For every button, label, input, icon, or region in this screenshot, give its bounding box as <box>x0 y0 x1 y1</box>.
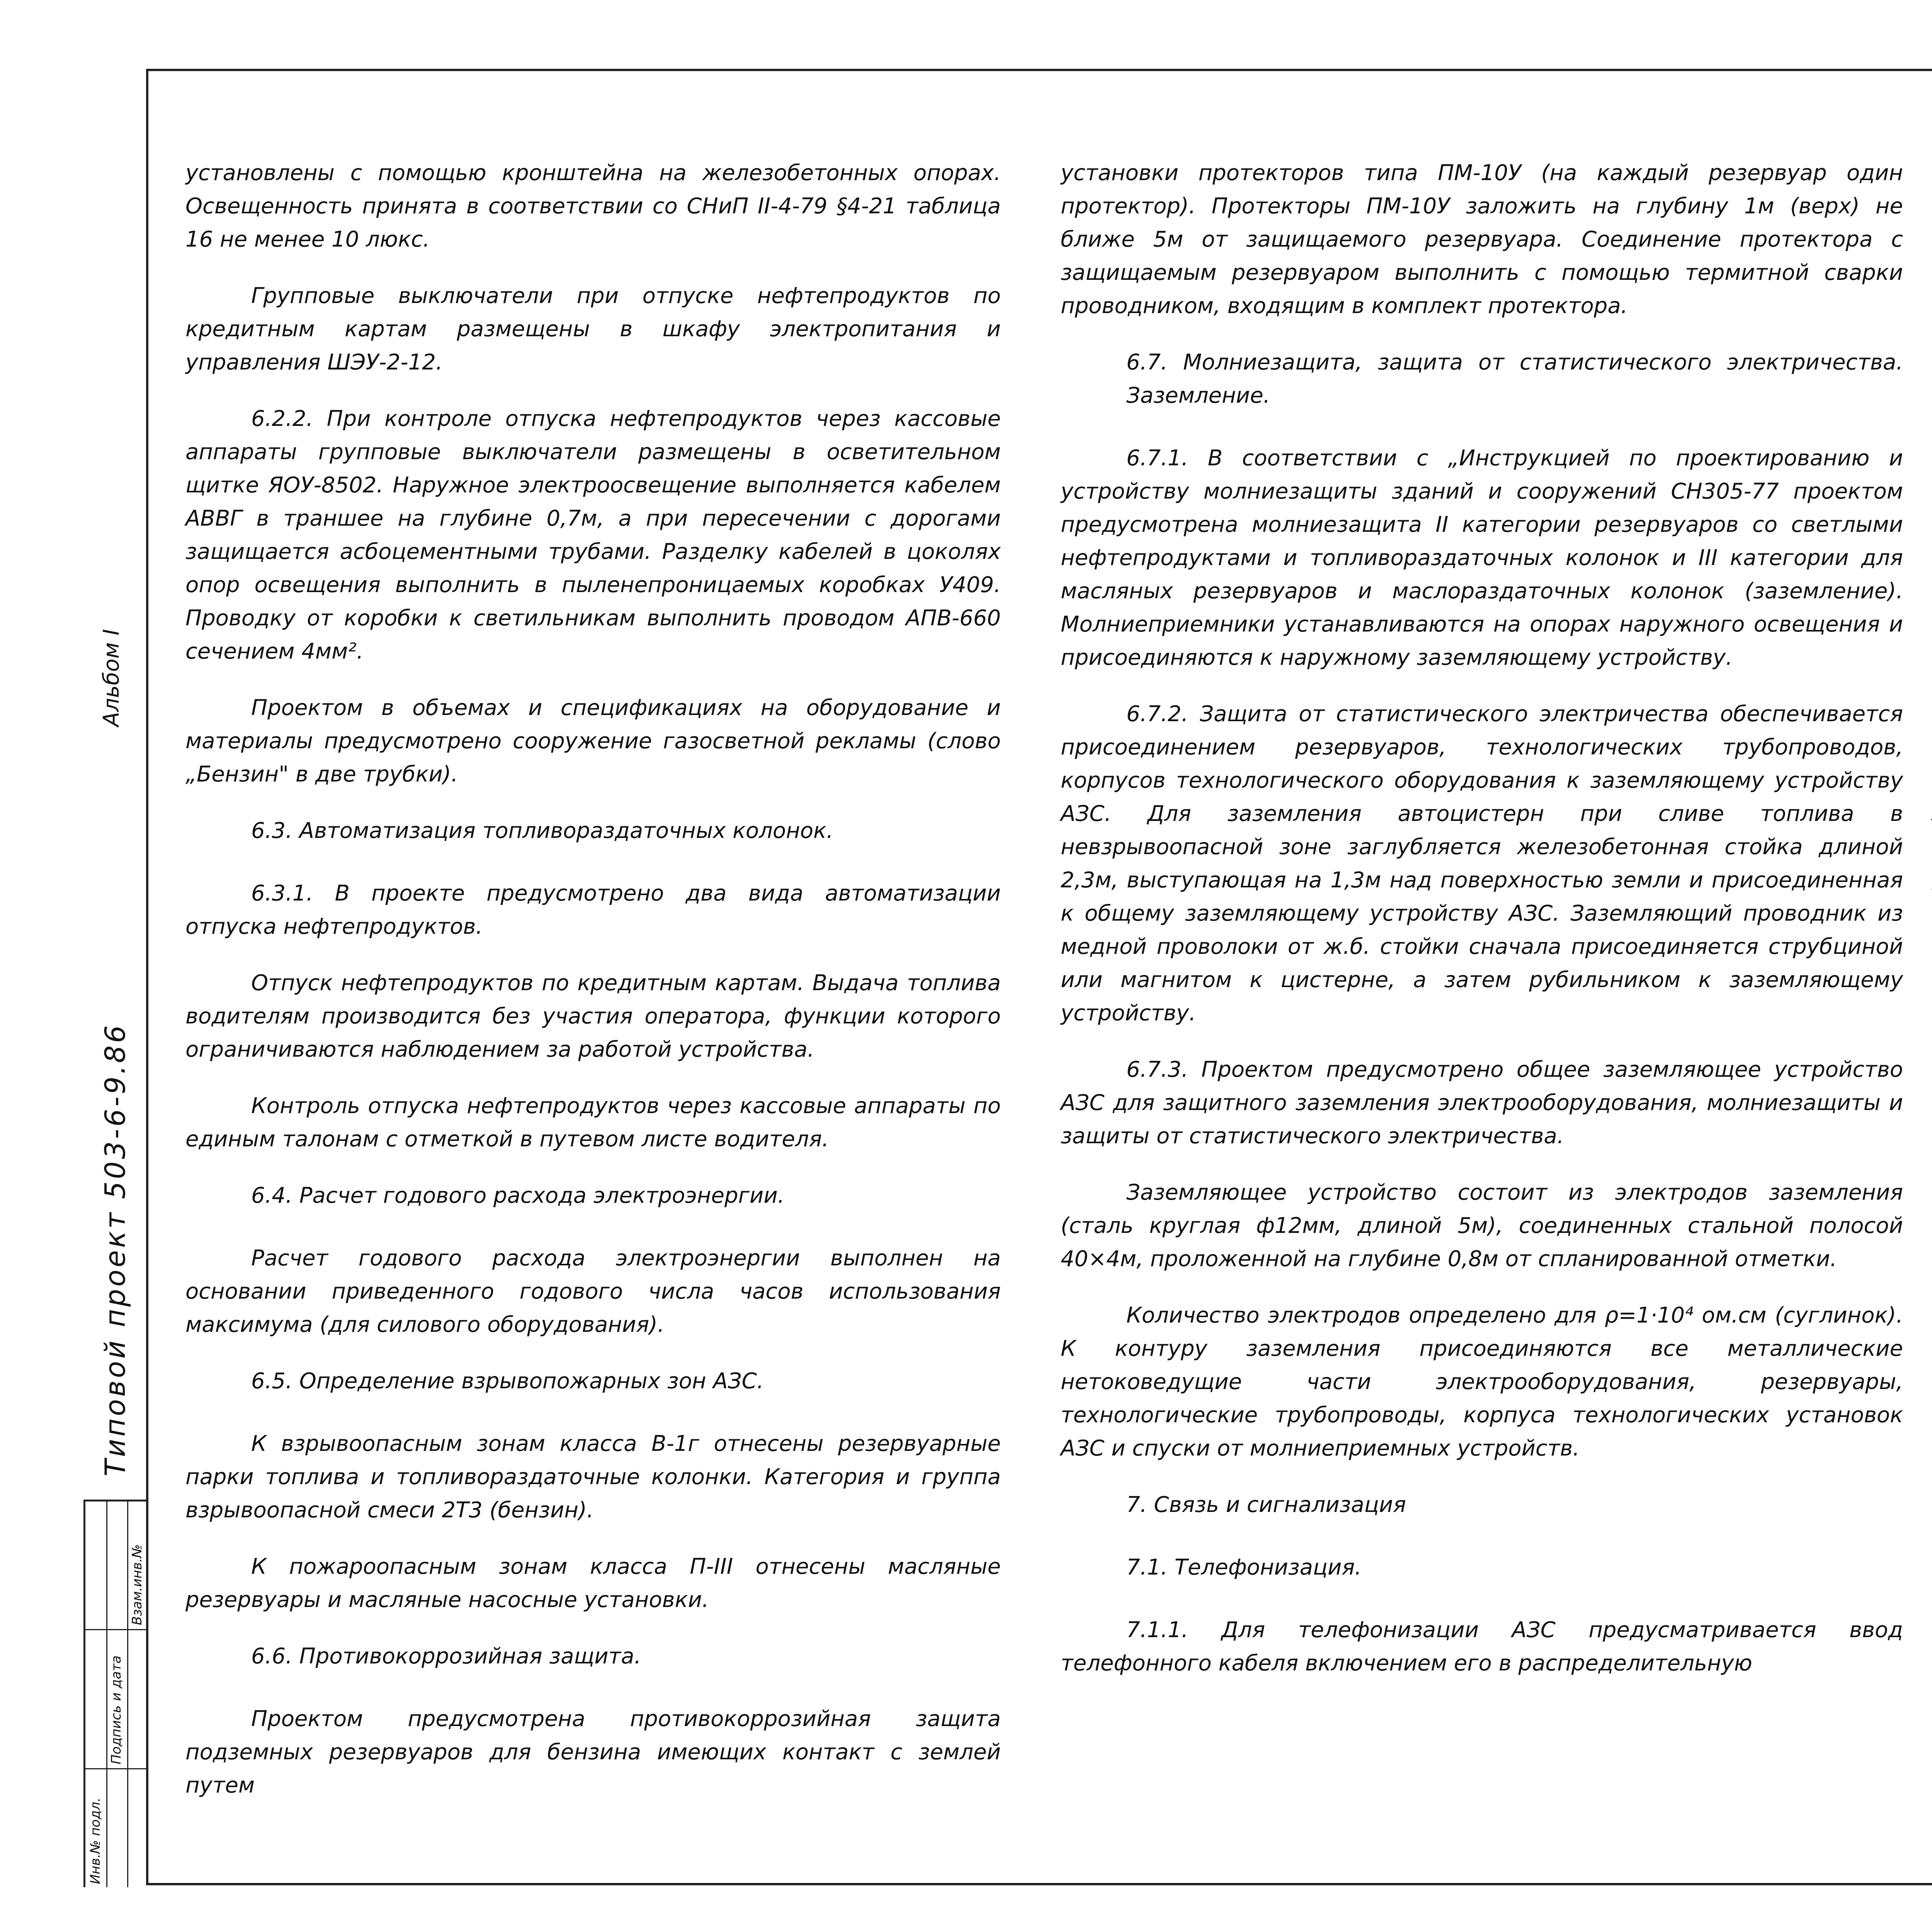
section-heading: 6.7. Молниезащита, защита от статистического электричества. Заземление. <box>1126 350 1903 408</box>
paragraph: Групповые выключатели при отпуске нефтепродуктов по кредитным картам размещены в шкафу электропитания и управления ШЭУ-2-12. <box>185 283 1001 375</box>
section-heading: 7.1. Телефонизация. <box>1126 1555 1362 1580</box>
section-heading: 6.3. Автоматизация топливораздаточных колонок. <box>251 818 833 843</box>
paragraph: 6.2.2. При контроле отпуска нефтепродуктов через кассовые аппараты групповые выключатели размещены в осветительном щитке ЯОУ-8502. Наружное электроосвещение выполняется кабелем АВВГ в траншее на глубине 0,7м, а при пересечении с дорогами защищается асбоцементными трубами. Разделку кабелей в цоколях опор освещения выполнить в пыленепроницаемых коробках У409. Проводку от коробки к светильникам выполнить проводом АПВ-660 сечением 4мм². <box>185 406 1001 664</box>
section-heading: 6.5. Определение взрывопожарных зон АЗС. <box>251 1369 764 1394</box>
paragraph: Количество электродов определено для ρ=1·10⁴ ом.см (суглинок). К контуру заземления присоединяются все металлические нетоковедущие части электрооборудования, резервуары, технологические трубопроводы, корпуса технологических установок АЗС и спуски от молниеприемных устройств. <box>1061 1303 1903 1461</box>
paragraph: К взрывоопасным зонам класса В-1г отнесены резервуарные парки топлива и топливораздаточные колонки. Категория и группа взрывоопасной смеси 2Т3 (бензин). <box>185 1431 1001 1523</box>
paragraph: Проектом в объемах и спецификациях на оборудование и материалы предусмотрено сооружение газосветной рекламы (слово „Бензин" в две трубки). <box>185 695 1001 787</box>
approval-stamp <box>83 1500 148 1887</box>
paragraph: 6.7.3. Проектом предусмотрено общее заземляющее устройство АЗС для защитного заземления электрооборудования, молниезащиты и защиты от статистического электричества. <box>1061 1057 1903 1149</box>
paragraph: 6.7.1. В соответствии с „Инструкцией по проектированию и устройству молниезащиты зданий и сооружений СН305-77 проектом предусмотрена молниезащита II категории резервуаров со светлыми нефтепродуктами и топливораздаточных колонок и III категории для масляных резервуаров и маслораздаточных колонок (заземление). Молниеприемники устанавливаются на опорах наружного освещения и присоединяются к наружному заземляющему устройству. <box>1061 446 1903 670</box>
section-heading: 6.6. Противокоррозийная защита. <box>251 1644 641 1669</box>
paragraph: Заземляющее устройство состоит из электродов заземления (сталь круглая ф12мм, длиной 5м), соединенных стальной полосой 40×4м, проложенной на глубине 0,8м от спланированной отметки. <box>1061 1180 1903 1272</box>
paragraph: установлены с помощью кронштейна на железобетонных опорах. Освещенность принята в соответствии со СНиП II-4-79 §4-21 таблица 16 не менее 10 люкс. <box>185 160 1001 252</box>
paragraph: 6.3.1. В проекте предусмотрено два вида автоматизации отпуска нефтепродуктов. <box>185 881 1001 939</box>
section-heading: 6.4. Расчет годового расхода электроэнергии. <box>251 1183 785 1208</box>
paragraph: К пожароопасным зонам класса П-III отнесены масляные резервуары и масляные насосные установки. <box>185 1554 1001 1612</box>
paragraph: 6.7.2. Защита от статистического электричества обеспечивается присоединением резервуаров, технологических трубопроводов, корпусов технологического оборудования к заземляющему устройству АЗС. Для заземления автоцистерн при сливе топлива в невзрывоопасной зоне заглубляется железобетонная стойка длиной 2,3м, выступающая на 1,3м над поверхностью земли и присоединенная к общему заземляющему устройству АЗС. Заземляющий проводник из медной проволоки от ж.б. стойки сначала присоединяется струбциной или магнитом к цистерне, а затем рубильником к заземляющему устройству. <box>1061 701 1903 1026</box>
section-heading: 7. Связь и сигнализация <box>1126 1492 1406 1517</box>
paragraph: Контроль отпуска нефтепродуктов через кассовые аппараты по единым талонам с отметкой в путевом листе водителя. <box>185 1093 1001 1152</box>
stamp-replace: Взам.инв.№ <box>129 1544 145 1625</box>
project-label: Типовой проект 503-6-9.86 <box>99 1023 131 1476</box>
album-label: Альбом I <box>99 629 124 727</box>
text-column-2 <box>1061 157 1903 1703</box>
paragraph: Проектом предусмотрена противокоррозийная защита подземных резервуаров для бензина имеющих контакт с землей путем <box>185 1706 1001 1798</box>
paragraph: установки протекторов типа ПМ-10У (на каждый резервуар один протектор). Протекторы ПМ-10У заложить на глубину 1м (верх) не ближе 5м от защищаемого резервуара. Соединение протектора с защищаемым резервуаром выполнить с помощью термитной сварки проводником, входящим в комплект протектора. <box>1061 160 1903 318</box>
stamp-signature: Подпись и дата <box>109 1655 124 1764</box>
paragraph: Расчет годового расхода электроэнергии выполнен на основании приведенного годового числа часов использования максимума (для силового оборудования). <box>185 1246 1001 1337</box>
paragraph: Отпуск нефтепродуктов по кредитным картам. Выдача топлива водителям производится без участия оператора, функции которого ограничиваются наблюдением за работой устройства. <box>185 970 1001 1062</box>
text-column-1 <box>185 157 1001 1825</box>
paragraph: 7.1.1. Для телефонизации АЗС предусматривается ввод телефонного кабеля включением его в распределительную <box>1061 1617 1903 1676</box>
stamp-inv: Инв.№ подл. <box>88 1798 103 1884</box>
